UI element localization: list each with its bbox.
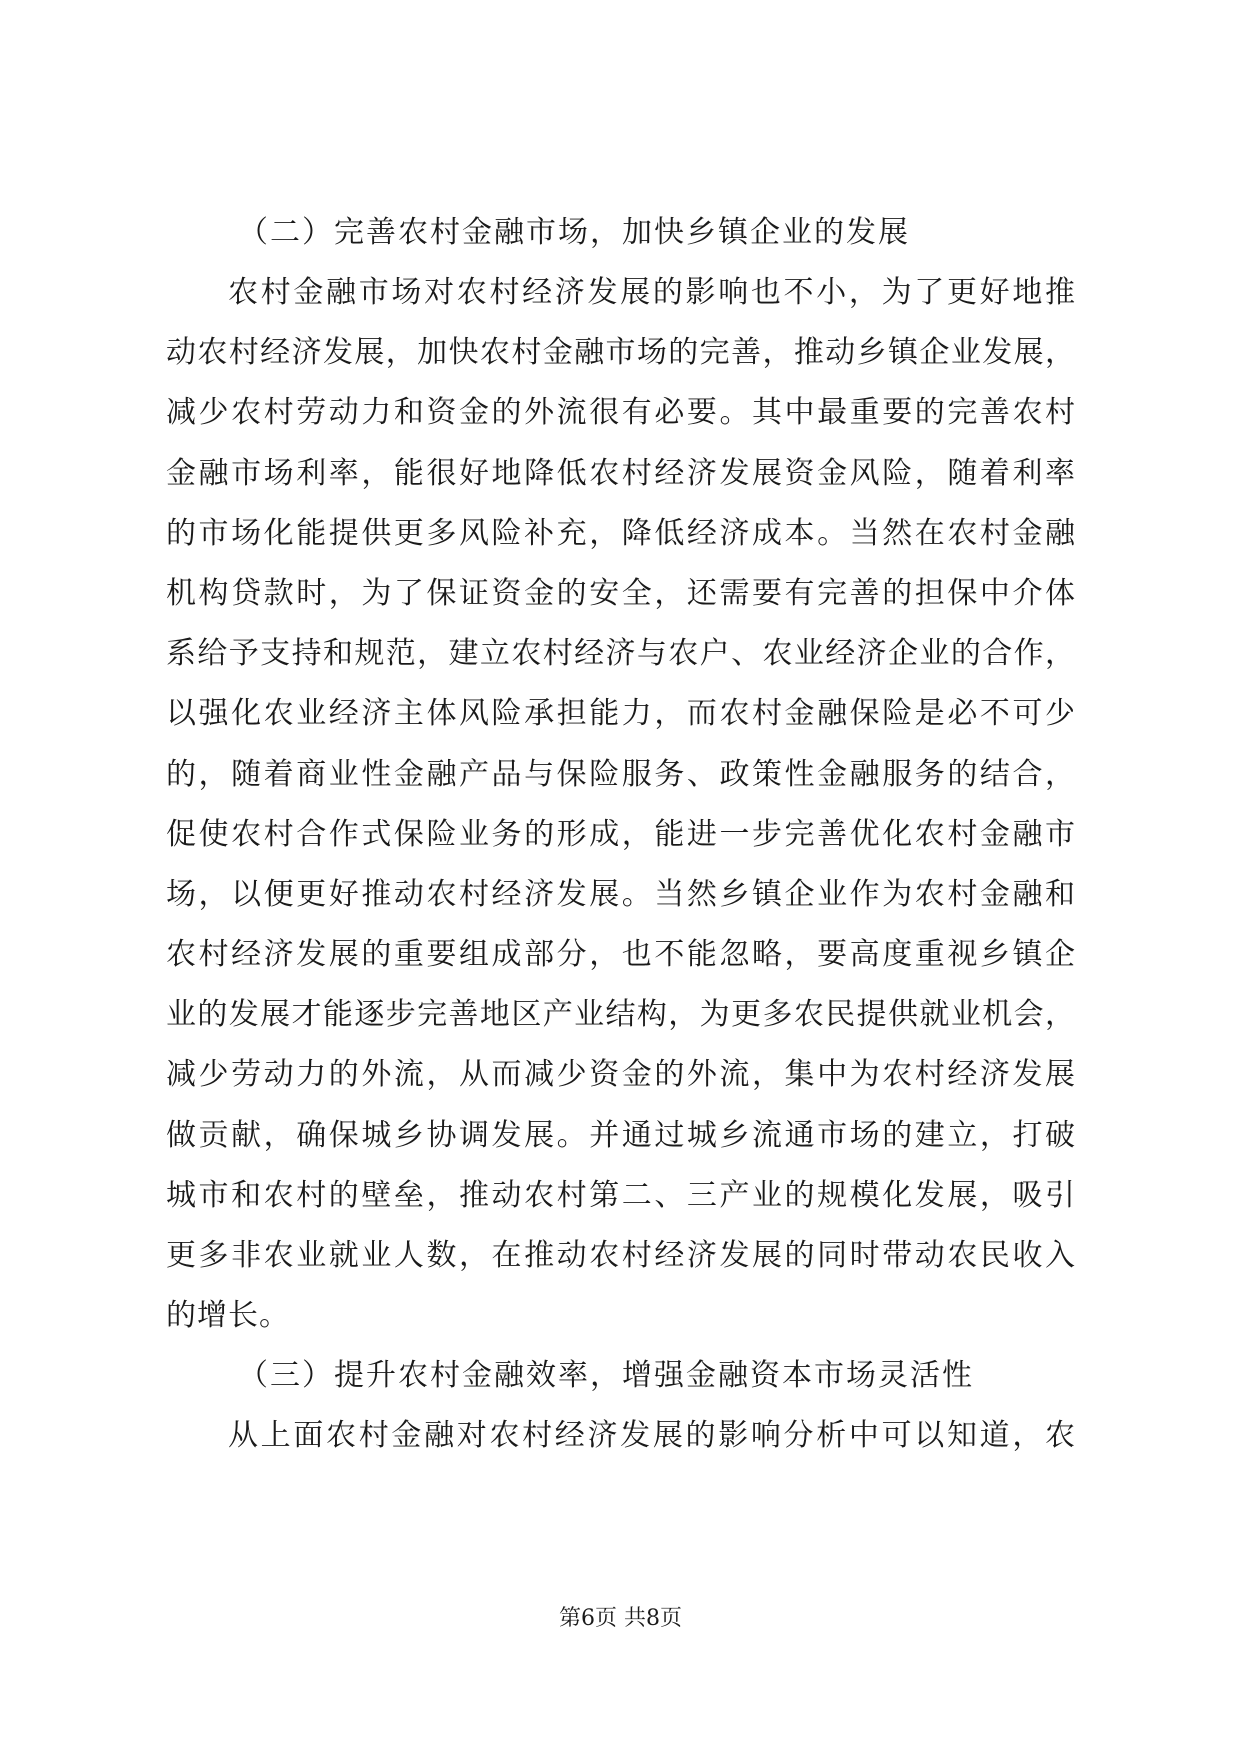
paragraph-line: 城市和农村的壁垒，推动农村第二、三产业的规模化发展，吸引 (166, 1177, 1076, 1213)
paragraph-section-2 (166, 263, 1076, 1346)
paragraph-line: 从上面农村金融对农村经济发展的影响分析中可以知道，农 (228, 1418, 1076, 1454)
section-heading-3: （三）提升农村金融效率，增强金融资本市场灵活性 (238, 1358, 974, 1394)
paragraph-section-3 (166, 1406, 1076, 1466)
page-number-footer: 第6页 共8页 (559, 1606, 682, 1631)
paragraph-line: 场，以便更好推动农村经济发展。当然乡镇企业作为农村金融和 (166, 876, 1076, 912)
document-body (166, 203, 1076, 1467)
paragraph-line: 动农村经济发展，加快农村金融市场的完善，推动乡镇企业发展， (166, 335, 1076, 371)
paragraph-line: 减少农村劳动力和资金的外流很有必要。其中最重要的完善农村 (166, 395, 1076, 431)
paragraph-line: 做贡献，确保城乡协调发展。并通过城乡流通市场的建立，打破 (166, 1117, 1076, 1153)
paragraph-line: 金融市场利率，能很好地降低农村经济发展资金风险，随着利率 (166, 455, 1076, 491)
paragraph-line: 机构贷款时，为了保证资金的安全，还需要有完善的担保中介体 (166, 575, 1076, 611)
paragraph-line: 业的发展才能逐步完善地区产业结构，为更多农民提供就业机会， (166, 997, 1076, 1033)
paragraph-line: 更多非农业就业人数，在推动农村经济发展的同时带动农民收入 (166, 1238, 1076, 1273)
paragraph-line: 促使农村合作式保险业务的形成，能进一步完善优化农村金融市 (166, 816, 1076, 852)
paragraph-line: 以强化农业经济主体风险承担能力，而农村金融保险是必不可少 (166, 696, 1076, 732)
paragraph-line: 的市场化能提供更多风险补充，降低经济成本。当然在农村金融 (166, 515, 1076, 551)
paragraph-line: 农村经济发展的重要组成部分，也不能忽略，要高度重视乡镇企 (166, 937, 1076, 973)
paragraph-line: 减少劳动力的外流，从而减少资金的外流，集中为农村经济发展 (166, 1057, 1076, 1093)
section-heading-2: （二）完善农村金融市场，加快乡镇企业的发展 (238, 215, 910, 250)
paragraph-line: 系给予支持和规范，建立农村经济与农户、农业经济企业的合作， (166, 636, 1076, 672)
paragraph-line: 农村金融市场对农村经济发展的影响也不小，为了更好地推 (228, 275, 1076, 310)
paragraph-line: 的，随着商业性金融产品与保险服务、政策性金融服务的结合， (166, 756, 1076, 792)
paragraph-line: 的增长。 (166, 1298, 290, 1334)
